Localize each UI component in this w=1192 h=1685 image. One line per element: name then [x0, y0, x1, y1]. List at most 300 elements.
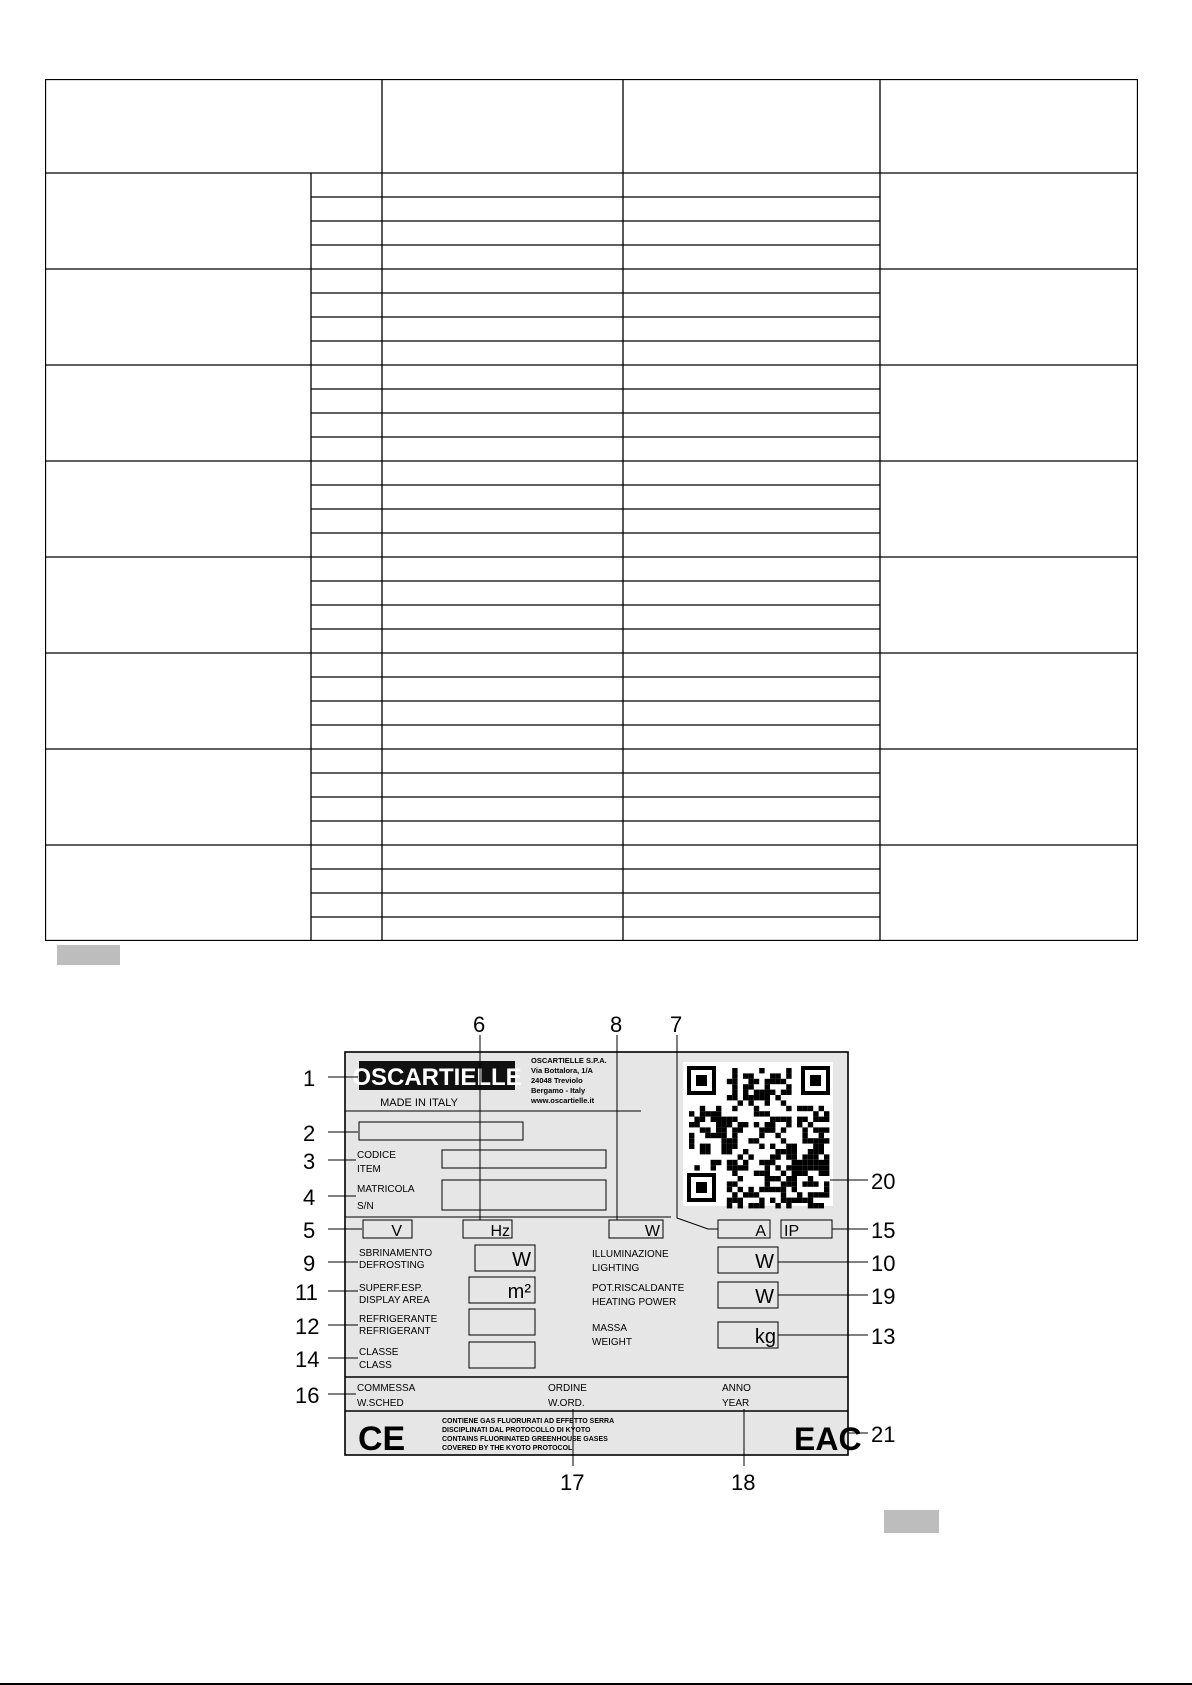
callout-5: 5 [303, 1218, 316, 1243]
qr-module [748, 1154, 753, 1159]
qr-module [770, 1144, 775, 1149]
qr-module [738, 1127, 743, 1132]
qr-module [700, 1144, 705, 1149]
qr-module [727, 1095, 732, 1100]
label-matricola: MATRICOLA [357, 1184, 415, 1195]
qr-module [802, 1198, 807, 1203]
qr-module [792, 1149, 797, 1154]
qr-module [802, 1181, 807, 1186]
label-classe: CLASSE [359, 1347, 399, 1358]
qr-module [759, 1127, 764, 1132]
qr-module [705, 1133, 710, 1138]
qr-module [732, 1068, 737, 1073]
qr-module [765, 1176, 770, 1181]
label-class: CLASS [359, 1360, 392, 1371]
callout-2: 2 [303, 1121, 316, 1146]
qr-module [808, 1203, 813, 1208]
qr-module [786, 1181, 791, 1186]
qr-module [786, 1106, 791, 1111]
qr-module [748, 1138, 753, 1143]
qr-module [808, 1122, 813, 1127]
label-year: YEAR [722, 1398, 750, 1409]
qr-module [754, 1192, 759, 1197]
qr-module [732, 1144, 737, 1149]
qr-module [732, 1138, 737, 1143]
qr-module [781, 1171, 786, 1176]
label-item: ITEM [357, 1164, 381, 1175]
callout-3: 3 [303, 1149, 316, 1174]
qr-module [813, 1144, 818, 1149]
qr-module [781, 1090, 786, 1095]
qr-module [797, 1122, 802, 1127]
qr-module [759, 1187, 764, 1192]
qr-module [743, 1160, 748, 1165]
qr-module [721, 1149, 726, 1154]
qr-module [748, 1192, 753, 1197]
qr-module [727, 1122, 732, 1127]
callout-19: 19 [871, 1284, 896, 1309]
callout-10: 10 [871, 1251, 896, 1276]
qr-module [743, 1095, 748, 1100]
qr-module [765, 1122, 770, 1127]
qr-module [727, 1138, 732, 1143]
company-line: Bergamo - Italy [531, 1086, 586, 1095]
qr-module [819, 1160, 824, 1165]
qr-module [802, 1127, 807, 1132]
qr-module [786, 1084, 791, 1089]
unit-hertz: Hz [490, 1223, 510, 1240]
made-in-italy: MADE IN ITALY [380, 1097, 458, 1109]
qr-module [754, 1138, 759, 1143]
qr-module [716, 1117, 721, 1122]
qr-module [775, 1117, 780, 1122]
qr-module [721, 1133, 726, 1138]
qr-module [732, 1117, 737, 1122]
qr-module [721, 1144, 726, 1149]
label-superf: SUPERF.ESP. [359, 1283, 423, 1294]
qr-module [754, 1090, 759, 1095]
qr-module [802, 1154, 807, 1159]
qr-module [808, 1181, 813, 1186]
qr-module [732, 1127, 737, 1132]
label-illuminazione: ILLUMINAZIONE [592, 1249, 669, 1260]
label-lighting: LIGHTING [592, 1263, 640, 1274]
qr-module [738, 1198, 743, 1203]
qr-module [792, 1198, 797, 1203]
qr-module [700, 1106, 705, 1111]
qr-module [738, 1154, 743, 1159]
qr-module [781, 1181, 786, 1186]
qr-module [775, 1095, 780, 1100]
qr-module [748, 1084, 753, 1089]
qr-module [711, 1160, 716, 1165]
label-sbrinamento: SBRINAMENTO [359, 1248, 433, 1259]
qr-module [781, 1100, 786, 1105]
qr-module [770, 1122, 775, 1127]
qr-module [819, 1171, 824, 1176]
qr-module [808, 1106, 813, 1111]
qr-finder-center [810, 1075, 821, 1086]
label-refrigerant: REFRIGERANT [359, 1326, 431, 1337]
qr-module [824, 1165, 829, 1170]
qr-module [770, 1154, 775, 1159]
qr-module [765, 1181, 770, 1186]
qr-module [748, 1079, 753, 1084]
qr-module [748, 1100, 753, 1105]
qr-module [792, 1181, 797, 1186]
qr-module [727, 1181, 732, 1186]
qr-module [770, 1187, 775, 1192]
qr-module [786, 1198, 791, 1203]
qr-module [738, 1100, 743, 1105]
qr-module [716, 1122, 721, 1127]
qr-module [765, 1090, 770, 1095]
gas-notice-line: CONTAINS FLUORINATED GREENHOUSE GASES [442, 1436, 608, 1443]
qr-module [716, 1133, 721, 1138]
qr-module [824, 1181, 829, 1186]
label-anno: ANNO [722, 1383, 751, 1394]
qr-module [808, 1165, 813, 1170]
qr-module [700, 1149, 705, 1154]
callout-11: 11 [295, 1280, 318, 1305]
qr-module [781, 1149, 786, 1154]
label-commessa: COMMESSA [357, 1383, 416, 1394]
qr-code [683, 1062, 833, 1208]
qr-module [732, 1198, 737, 1203]
callout-17: 17 [560, 1470, 585, 1495]
qr-module [786, 1165, 791, 1170]
label-weight: WEIGHT [592, 1337, 632, 1348]
qr-module [813, 1117, 818, 1122]
qr-module [781, 1187, 786, 1192]
qr-module [808, 1160, 813, 1165]
qr-module [781, 1079, 786, 1084]
qr-module [819, 1192, 824, 1197]
qr-module [738, 1122, 743, 1127]
qr-module [824, 1154, 829, 1159]
qr-module [775, 1176, 780, 1181]
label-codice: CODICE [357, 1150, 396, 1161]
label-pot-riscaldante: POT.RISCALDANTE [592, 1283, 685, 1294]
unit-watt: W [755, 1286, 774, 1308]
qr-module [727, 1187, 732, 1192]
qr-module [770, 1073, 775, 1078]
qr-module [775, 1187, 780, 1192]
qr-module [797, 1106, 802, 1111]
qr-module [786, 1122, 791, 1127]
qr-module [802, 1165, 807, 1170]
qr-module [754, 1079, 759, 1084]
qr-module [738, 1165, 743, 1170]
qr-module [743, 1165, 748, 1170]
qr-module [759, 1133, 764, 1138]
label-ordine: ORDINE [548, 1383, 587, 1394]
qr-module [824, 1111, 829, 1116]
qr-module [792, 1165, 797, 1170]
qr-module [792, 1187, 797, 1192]
qr-module [797, 1192, 802, 1197]
qr-module [786, 1154, 791, 1159]
qr-module [765, 1111, 770, 1116]
qr-module [743, 1192, 748, 1197]
callout-1: 1 [303, 1066, 316, 1091]
qr-module [813, 1111, 818, 1116]
qr-module [765, 1084, 770, 1089]
qr-module [711, 1111, 716, 1116]
qr-module [759, 1160, 764, 1165]
label-heating-power: HEATING POWER [592, 1297, 677, 1308]
unit-square-meter: m² [507, 1281, 531, 1303]
brand-name: OSCARTIELLE [352, 1064, 522, 1091]
qr-module [689, 1138, 694, 1143]
qr-module [819, 1149, 824, 1154]
qr-module [732, 1133, 737, 1138]
qr-module [770, 1176, 775, 1181]
label-refrigerante: REFRIGERANTE [359, 1314, 438, 1325]
qr-module [700, 1117, 705, 1122]
qr-module [759, 1198, 764, 1203]
qr-module [824, 1138, 829, 1143]
qr-module [716, 1111, 721, 1116]
qr-module [759, 1068, 764, 1073]
qr-module [781, 1127, 786, 1132]
qr-module [689, 1144, 694, 1149]
qr-module [705, 1144, 710, 1149]
qr-module [711, 1165, 716, 1170]
qr-module [743, 1084, 748, 1089]
qr-module [781, 1117, 786, 1122]
qr-module [748, 1073, 753, 1078]
qr-module [727, 1165, 732, 1170]
qr-module [802, 1138, 807, 1143]
qr-module [775, 1154, 780, 1159]
qr-module [711, 1117, 716, 1122]
callout-7: 7 [670, 1012, 683, 1037]
label-wsched: W.SCHED [357, 1398, 404, 1409]
qr-finder-center [696, 1075, 707, 1086]
qr-module [765, 1100, 770, 1105]
qr-module [824, 1127, 829, 1132]
qr-module [748, 1187, 753, 1192]
qr-module [727, 1160, 732, 1165]
qr-module [748, 1203, 753, 1208]
callout-4: 4 [303, 1185, 316, 1210]
qr-module [775, 1073, 780, 1078]
qr-module [770, 1090, 775, 1095]
qr-module [694, 1117, 699, 1122]
qr-module [770, 1117, 775, 1122]
qr-module [732, 1165, 737, 1170]
qr-module [765, 1165, 770, 1170]
unit-watt: W [512, 1249, 531, 1271]
qr-module [765, 1160, 770, 1165]
qr-module [694, 1165, 699, 1170]
qr-module [813, 1154, 818, 1159]
qr-module [786, 1176, 791, 1181]
qr-module [819, 1117, 824, 1122]
qr-module [802, 1106, 807, 1111]
qr-module [786, 1117, 791, 1122]
callout-18: 18 [731, 1470, 756, 1495]
qr-module [792, 1171, 797, 1176]
qr-finder-center [696, 1182, 707, 1193]
qr-module [754, 1122, 759, 1127]
qr-module [743, 1073, 748, 1078]
qr-module [738, 1187, 743, 1192]
qr-module [808, 1138, 813, 1143]
ce-mark: CE [358, 1420, 406, 1458]
qr-module [802, 1171, 807, 1176]
qr-module [797, 1171, 802, 1176]
qr-module [721, 1138, 726, 1143]
qr-module [727, 1079, 732, 1084]
callout-20: 20 [871, 1169, 896, 1194]
qr-module [797, 1117, 802, 1122]
qr-module [819, 1138, 824, 1143]
qr-module [775, 1079, 780, 1084]
qr-module [824, 1171, 829, 1176]
qr-module [738, 1176, 743, 1181]
callout-6: 6 [473, 1012, 486, 1037]
qr-module [792, 1176, 797, 1181]
qr-module [781, 1198, 786, 1203]
label-display-area: DISPLAY AREA [359, 1295, 430, 1306]
qr-module [786, 1203, 791, 1208]
qr-module [721, 1117, 726, 1122]
qr-module [732, 1079, 737, 1084]
qr-module [727, 1198, 732, 1203]
qr-module [781, 1138, 786, 1143]
qr-module [759, 1111, 764, 1116]
callout-13: 13 [871, 1324, 896, 1349]
qr-module [770, 1198, 775, 1203]
qr-module [689, 1122, 694, 1127]
qr-module [765, 1095, 770, 1100]
qr-module [797, 1165, 802, 1170]
qr-module [705, 1127, 710, 1132]
qr-module [813, 1127, 818, 1132]
qr-module [786, 1073, 791, 1078]
qr-module [705, 1149, 710, 1154]
qr-module [732, 1192, 737, 1197]
qr-module [716, 1127, 721, 1132]
qr-module [765, 1187, 770, 1192]
qr-module [689, 1133, 694, 1138]
qr-module [689, 1111, 694, 1116]
qr-module [813, 1181, 818, 1186]
unit-watt: W [644, 1223, 660, 1240]
qr-module [775, 1133, 780, 1138]
qr-module [716, 1160, 721, 1165]
callout-14: 14 [295, 1347, 320, 1372]
qr-module [727, 1149, 732, 1154]
qr-module [819, 1144, 824, 1149]
qr-module [775, 1149, 780, 1154]
qr-module [759, 1203, 764, 1208]
qr-module [732, 1073, 737, 1078]
qr-module [727, 1117, 732, 1122]
qr-module [819, 1106, 824, 1111]
qr-module [819, 1165, 824, 1170]
qr-module [727, 1203, 732, 1208]
qr-module [732, 1171, 737, 1176]
qr-module [738, 1203, 743, 1208]
qr-module [792, 1154, 797, 1159]
qr-module [732, 1160, 737, 1165]
qr-module [732, 1106, 737, 1111]
qr-module [781, 1192, 786, 1197]
qr-module [797, 1160, 802, 1165]
gas-notice-line: DISCIPLINATI DAL PROTOCOLLO DI KYOTO [442, 1427, 591, 1434]
qr-module [813, 1203, 818, 1208]
qr-module [759, 1171, 764, 1176]
qr-module [732, 1090, 737, 1095]
qr-module [743, 1122, 748, 1127]
qr-module [754, 1203, 759, 1208]
qr-module [819, 1133, 824, 1138]
qr-module [721, 1127, 726, 1132]
qr-module [732, 1084, 737, 1089]
qr-module [748, 1095, 753, 1100]
qr-module [743, 1090, 748, 1095]
qr-module [754, 1111, 759, 1116]
qr-module [813, 1138, 818, 1143]
qr-module [716, 1106, 721, 1111]
qr-module [732, 1181, 737, 1186]
qr-module [754, 1106, 759, 1111]
callout-8: 8 [610, 1012, 623, 1037]
qr-module [808, 1192, 813, 1197]
callout-21: 21 [871, 1422, 896, 1447]
qr-module [786, 1144, 791, 1149]
qr-module [797, 1198, 802, 1203]
unit-watt: W [755, 1251, 774, 1273]
qr-module [754, 1095, 759, 1100]
qr-module [786, 1090, 791, 1095]
qr-module [802, 1160, 807, 1165]
qr-module [792, 1144, 797, 1149]
qr-module [770, 1160, 775, 1165]
qr-module [792, 1160, 797, 1165]
eac-mark: EAC [794, 1421, 862, 1457]
qr-module [819, 1203, 824, 1208]
company-line: 24048 Treviolo [531, 1076, 583, 1085]
qr-module [765, 1127, 770, 1132]
qr-module [824, 1160, 829, 1165]
qr-module [727, 1144, 732, 1149]
company-line: Via Bottalora, 1/A [531, 1066, 593, 1075]
qr-module [711, 1133, 716, 1138]
unit-volt: V [391, 1223, 402, 1240]
gas-notice-line: COVERED BY THE KYOTO PROTOCOL [442, 1445, 573, 1452]
qr-module [700, 1127, 705, 1132]
callout-12: 12 [295, 1314, 320, 1339]
qr-module [808, 1149, 813, 1154]
unit-ip: IP [784, 1223, 800, 1240]
label-massa: MASSA [592, 1323, 628, 1334]
unit-kilogram: kg [754, 1326, 776, 1348]
qr-module [819, 1127, 824, 1132]
qr-module [770, 1079, 775, 1084]
qr-module [813, 1149, 818, 1154]
qr-module [786, 1149, 791, 1154]
qr-module [694, 1122, 699, 1127]
label-word: W.ORD. [548, 1398, 585, 1409]
qr-module [732, 1095, 737, 1100]
qr-module [813, 1165, 818, 1170]
qr-module [775, 1165, 780, 1170]
qr-module [765, 1079, 770, 1084]
